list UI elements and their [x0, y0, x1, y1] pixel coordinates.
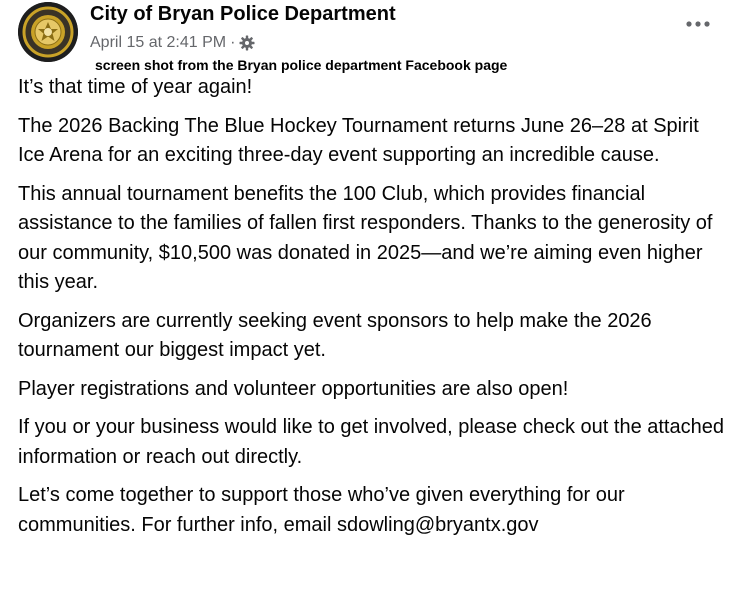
page-avatar[interactable] [18, 2, 78, 62]
page-name-link[interactable]: City of Bryan Police Department [90, 3, 396, 25]
post-paragraph: Player registrations and volunteer opportunities are also open! [18, 377, 569, 400]
post-paragraph: This annual tournament benefits the 100 Club, which provides financial assistance to the families of fallen first responders. Thanks to the generosity of our community, $10,500 was donated in 2025—and we’re aiming even higher this year. [18, 182, 713, 293]
post-paragraph: The 2026 Backing The Blue Hockey Tournament returns June 26–28 at Spirit Ice Arena for an exciting three-day event supporting an incredible cause. [18, 114, 699, 166]
more-options-icon [686, 21, 710, 27]
post-meta [90, 34, 255, 52]
post-paragraph: Organizers are currently seeking event sponsors to help make the 2026 tournament our biggest impact yet. [18, 309, 652, 361]
police-badge-icon [18, 2, 78, 62]
post-timestamp[interactable]: April 15 at 2:41 PM [90, 34, 227, 51]
post-body [18, 73, 728, 549]
post-paragraph: Let’s come together to support those who’ve given everything for our communities. For further info, email sdowling@bryantx.gov [18, 484, 625, 536]
post-paragraph: If you or your business would like to get involved, please check out the attached information or reach out directly. [18, 416, 724, 468]
meta-separator: · [230, 34, 236, 51]
gear-icon[interactable] [239, 35, 255, 51]
post-paragraph: It’s that time of year again! [18, 76, 253, 98]
screenshot-caption: screen shot from the Bryan police department Facebook page [95, 57, 508, 73]
more-options-button[interactable] [683, 12, 713, 36]
